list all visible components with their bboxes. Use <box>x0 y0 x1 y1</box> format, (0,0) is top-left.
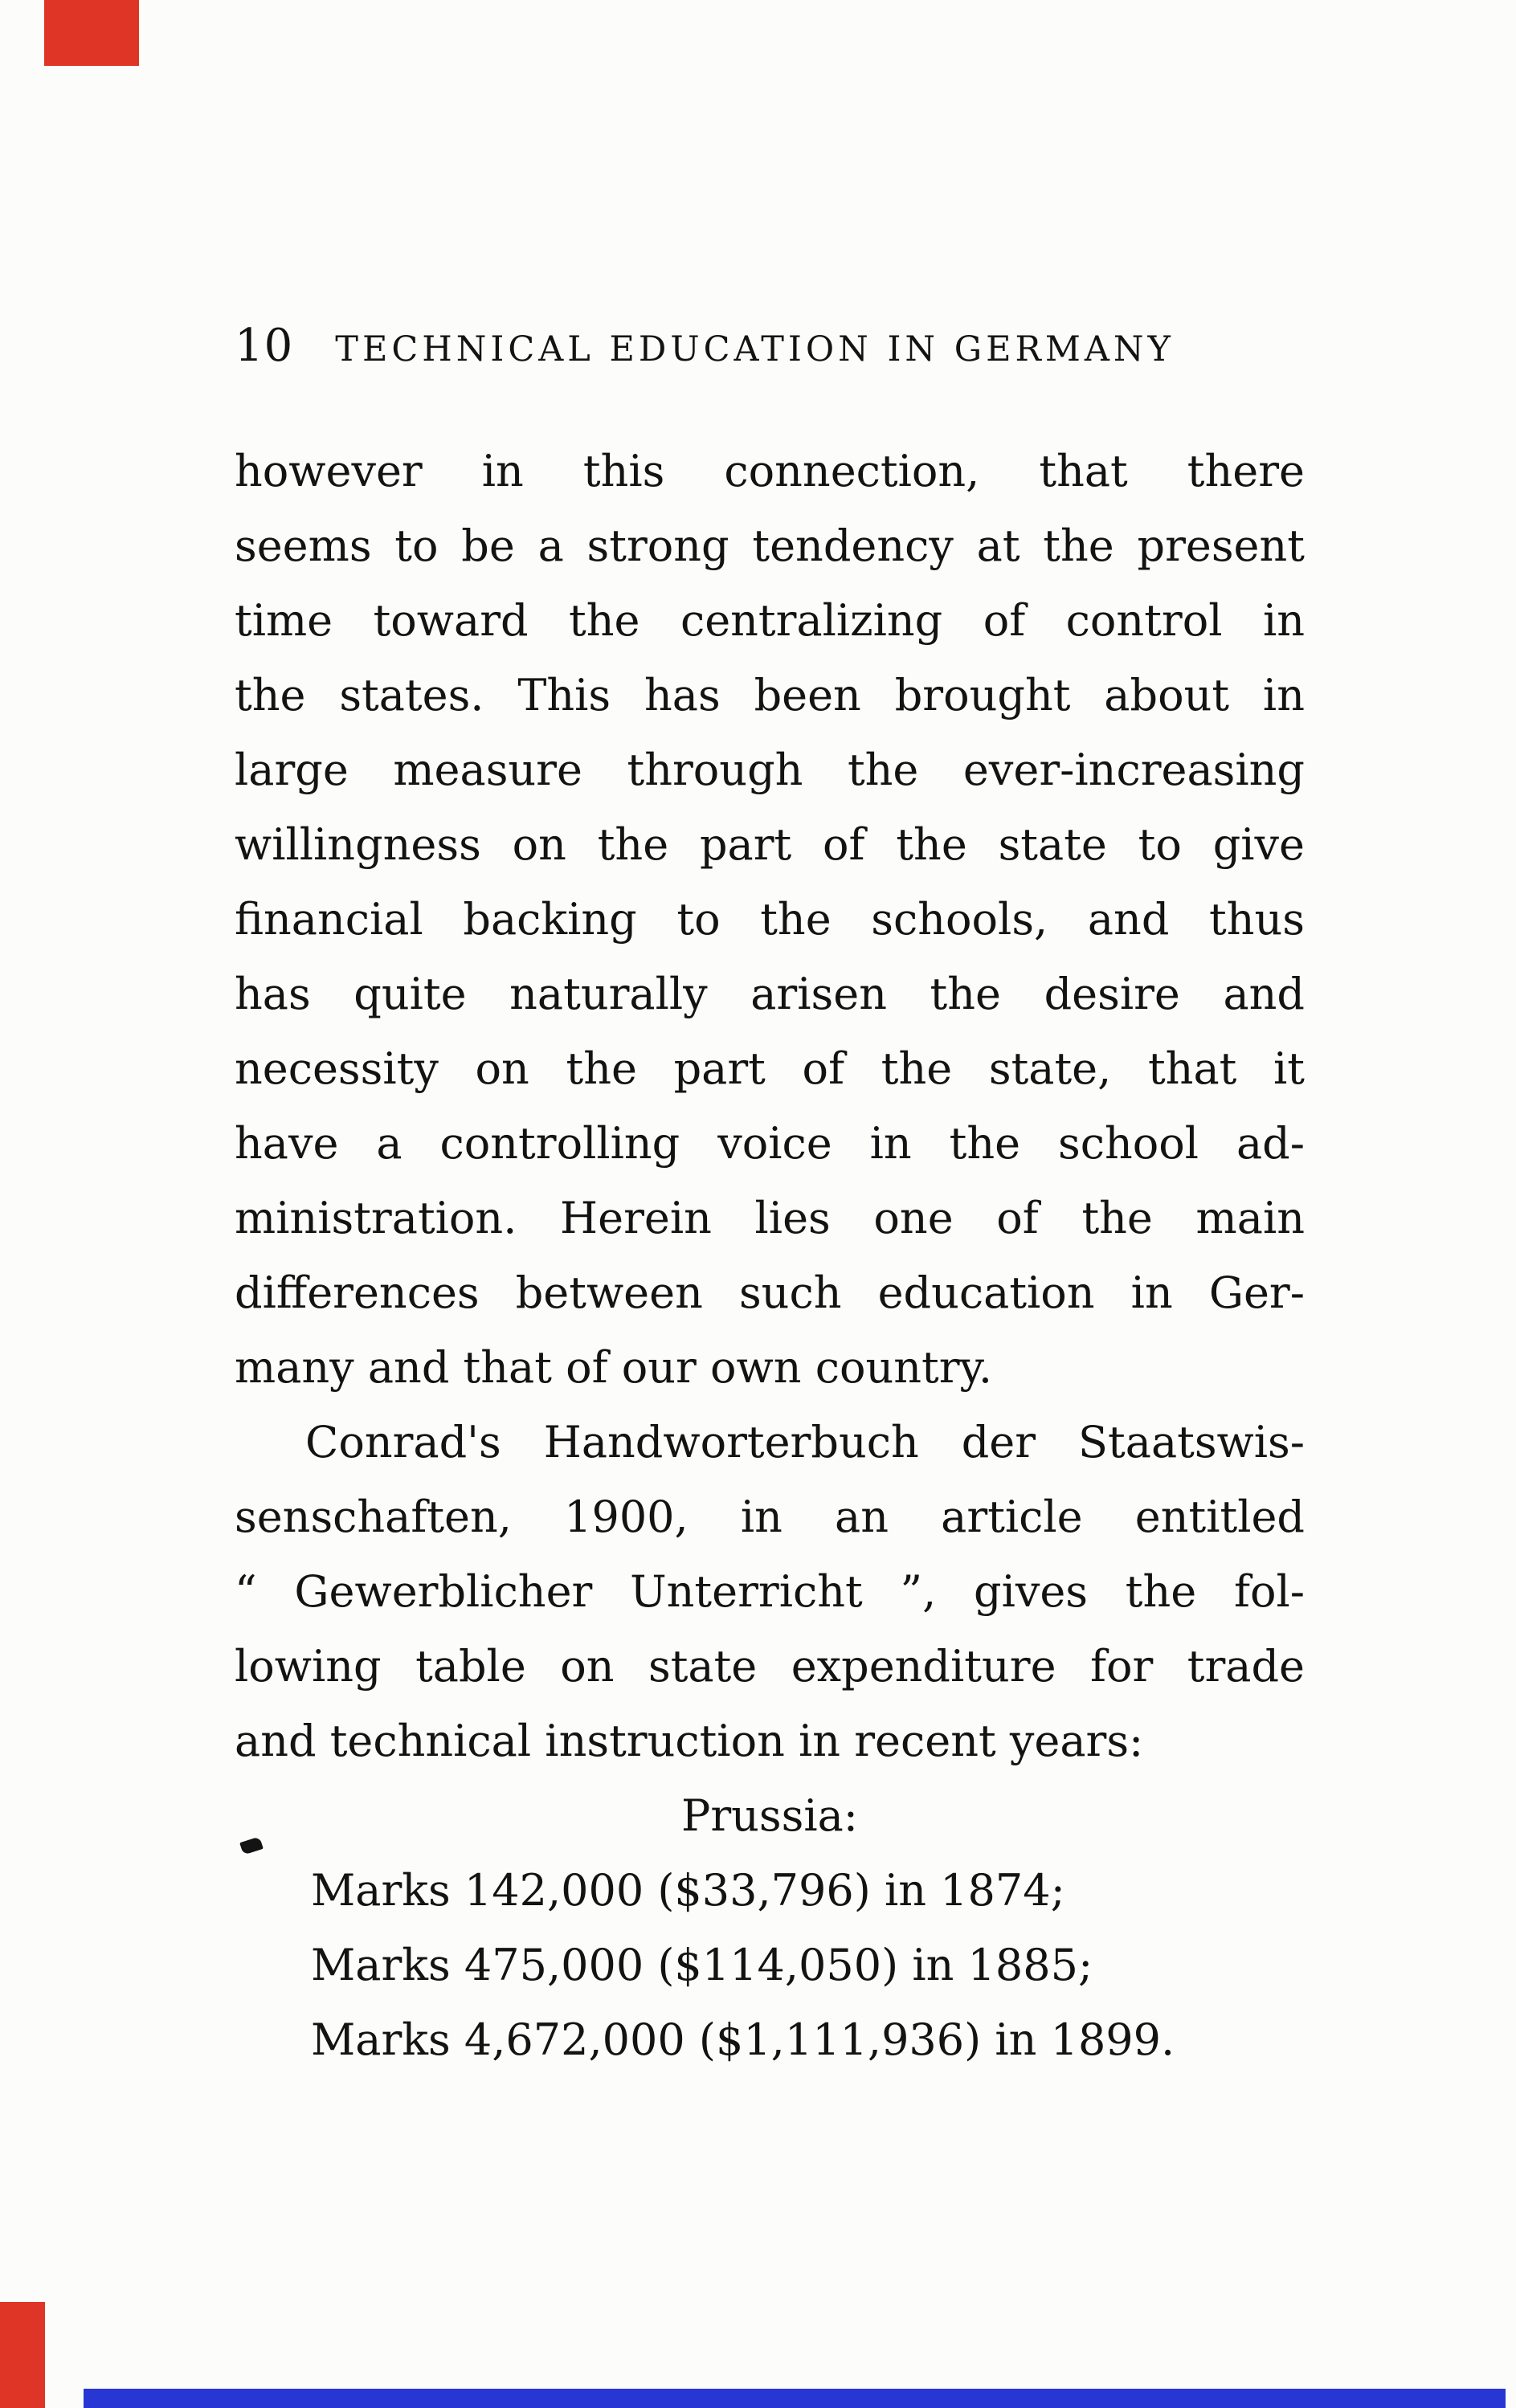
text-line: seems to be a strong tendency at the present <box>235 520 1305 571</box>
table-heading-prussia: Prussia: <box>680 1790 858 1841</box>
expenditure-table <box>235 1853 1305 2077</box>
text-line: financial backing to the schools, and thus <box>235 894 1305 945</box>
running-title: TECHNICAL EDUCATION IN GERMANY <box>335 329 1175 369</box>
page-number: 10 <box>235 320 294 372</box>
text-line: lowing table on state expenditure for trade <box>235 1641 1305 1692</box>
text-line: necessity on the part of the state, that it <box>235 1043 1305 1094</box>
scan-artifact-top-red <box>44 0 139 66</box>
paragraph-1 <box>235 434 1305 1405</box>
text-line: senschaften, 1900, in an article entitled <box>235 1492 1305 1542</box>
text-line: willingness on the part of the state to give <box>235 819 1305 870</box>
text-line: the states. This has been brought about in <box>235 670 1305 720</box>
body-text <box>235 434 1305 2077</box>
text-line: large measure through the ever-increasing <box>235 745 1305 795</box>
paragraph-2 <box>235 1405 1305 1778</box>
text-line: has quite naturally arisen the desire and <box>235 969 1305 1019</box>
table-row: Marks 142,000 ($33,796) in 1874; <box>311 1865 1065 1916</box>
text-line: differences between such education in Ger- <box>235 1267 1305 1318</box>
scan-artifact-bottom-red <box>0 2302 45 2408</box>
text-line: Conrad's Handworterbuch der Staatswis- <box>305 1417 1305 1467</box>
scan-artifact-bottom-blue <box>84 2389 1506 2408</box>
text-line: have a controlling voice in the school ad- <box>235 1118 1305 1169</box>
text-line: time toward the centralizing of control in <box>235 595 1305 646</box>
running-header <box>235 320 1305 372</box>
text-line: however in this connection, that there <box>235 446 1305 496</box>
table-row: Marks 475,000 ($114,050) in 1885; <box>311 1940 1093 1990</box>
text-line: many and that of our own country. <box>235 1342 993 1393</box>
table-row: Marks 4,672,000 ($1,111,936) in 1899. <box>311 2014 1175 2065</box>
text-line: “ Gewerblicher Unterricht ”, gives the fol- <box>235 1566 1305 1617</box>
text-line: ministration. Herein lies one of the main <box>235 1193 1305 1243</box>
text-line: and technical instruction in recent years: <box>235 1716 1144 1766</box>
